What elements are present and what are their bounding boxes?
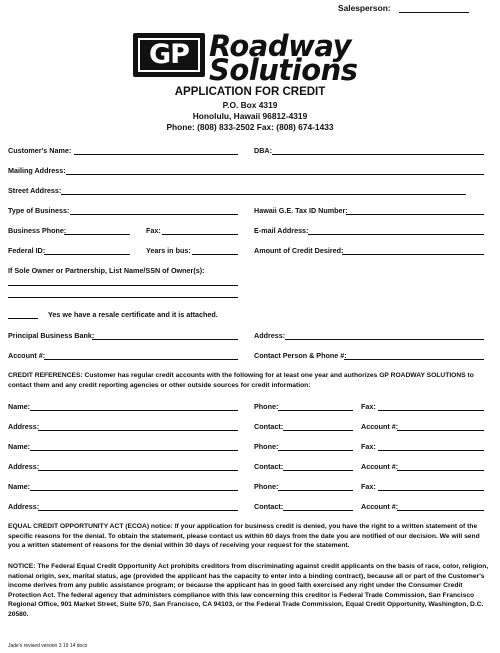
- street-address-field[interactable]: [61, 194, 466, 195]
- ref1-fax-field[interactable]: [378, 410, 484, 411]
- dba-label: DBA:: [254, 146, 272, 155]
- page-title: APPLICATION FOR CREDIT: [174, 86, 326, 98]
- federal-id-field[interactable]: [44, 254, 130, 255]
- ref3-fax-field[interactable]: [378, 490, 484, 491]
- ref3-account-field[interactable]: [397, 510, 484, 511]
- account-no-field[interactable]: [44, 359, 238, 360]
- salesperson-line[interactable]: [399, 12, 469, 13]
- owner-line-2[interactable]: [8, 297, 238, 298]
- amount-desired-field[interactable]: [342, 254, 484, 255]
- ref2-contact-field[interactable]: [283, 470, 353, 471]
- email-field[interactable]: [308, 234, 484, 235]
- ref1-name-label: Name:: [8, 402, 30, 411]
- customer-name-field[interactable]: [74, 154, 238, 155]
- mailing-address-field[interactable]: [66, 174, 484, 175]
- type-of-business-field[interactable]: [70, 214, 238, 215]
- bank-address-label: Address:: [254, 331, 286, 340]
- footer-version: Jade's revised version 3 19 14 docx: [8, 643, 88, 649]
- fax-label: Fax:: [146, 226, 161, 235]
- mailing-address-label: Mailing Address:: [8, 166, 66, 175]
- contact-person-field[interactable]: [344, 359, 484, 360]
- street-address-label: Street Address:: [8, 186, 62, 195]
- ref1-address-field[interactable]: [38, 430, 238, 431]
- city-line: Honolulu, Hawaii 96812-4319: [192, 111, 308, 121]
- federal-id-label: Federal ID:: [8, 246, 46, 255]
- logo-solutions: Solutions: [209, 53, 358, 87]
- ref2-phone-label: Phone:: [254, 442, 279, 451]
- customer-name-label: Customer's Name:: [8, 146, 72, 155]
- type-of-business-label: Type of Business:: [8, 206, 70, 215]
- ref1-address-label: Address:: [8, 422, 40, 431]
- owners-label: If Sole Owner or Partnership, List Name/SSN of Owner(s):: [8, 266, 205, 275]
- ref2-account-field[interactable]: [397, 470, 484, 471]
- tax-id-label: Hawaii G.E. Tax ID Number:: [254, 206, 348, 215]
- ref3-name-field[interactable]: [30, 490, 238, 491]
- business-phone-label: Business Phone:: [8, 226, 67, 235]
- ref1-contact-label: Contact:: [254, 422, 284, 431]
- ref1-account-field[interactable]: [397, 430, 484, 431]
- ref3-phone-field[interactable]: [278, 490, 353, 491]
- ref3-address-field[interactable]: [38, 510, 238, 511]
- ref1-fax-label: Fax:: [361, 402, 376, 411]
- ref1-phone-field[interactable]: [278, 410, 353, 411]
- logo-roadway: Roadway: [209, 29, 352, 63]
- ref3-name-label: Name:: [8, 482, 30, 491]
- ecoa-notice: EQUAL CREDIT OPPORTUNITY ACT (ECOA) notice: If your application for business credit is denied, you have the right to a written statement of the specific reasons for the denial. To obtain the statement, please contact us within 60 days from the date you are notified of our decision. We will send you a written statement of reasons for the denial within 30 days of receiving your request for the statement.: [8, 523, 480, 550]
- ref1-account-label: Account #:: [361, 422, 399, 431]
- ref2-fax-field[interactable]: [378, 450, 484, 451]
- resale-cert-check-line[interactable]: [8, 318, 38, 319]
- ref2-account-label: Account #:: [361, 462, 399, 471]
- federal-notice: NOTICE: The Federal Equal Credit Opportunity Act prohibits creditors from discriminating against credit applicants on the basis of race, color, religion, national origin, sex, marital status, age (provided the applicant has the capacity to enter into a binding contract), because all or part of the Customer's income derives from any public assistance program; or because the applicant has in good faith exercised any right under the Consumer Credit Protection Act. The federal agency that administers compliance with this law concerning this creditor is Federal Trade Commission, San Francisco Regional Office, 901 Market Street, Suite 570, San Francisco, CA 94103, or the Federal Trade Commission, Equal Credit Opportunity, Washington, D.C. 20580.: [8, 563, 489, 618]
- ref2-contact-label: Contact:: [254, 462, 284, 471]
- fax-field[interactable]: [162, 234, 238, 235]
- ref2-phone-field[interactable]: [278, 450, 353, 451]
- ref3-fax-label: Fax:: [361, 482, 376, 491]
- years-in-bus-label: Years in bus:: [146, 246, 191, 255]
- ref3-address-label: Address:: [8, 502, 40, 511]
- ref2-address-field[interactable]: [38, 470, 238, 471]
- ref2-name-label: Name:: [8, 442, 30, 451]
- resale-cert-label: Yes we have a resale certificate and it is attached.: [48, 310, 218, 319]
- ref3-contact-field[interactable]: [283, 510, 353, 511]
- salesperson-label: Salesperson:: [338, 3, 391, 13]
- ref3-phone-label: Phone:: [254, 482, 279, 491]
- ref2-name-field[interactable]: [30, 450, 238, 451]
- amount-desired-label: Amount of Credit Desired:: [254, 246, 344, 255]
- ref2-address-label: Address:: [8, 462, 40, 471]
- credit-references-text: CREDIT REFERENCES: Customer has regular credit accounts with the following for at least one year and authorizes GP ROADWAY SOLUTIONS to contact them and any credit reporting agencies or other outside sources for credit information:: [8, 372, 474, 389]
- principal-bank-label: Principal Business Bank:: [8, 331, 95, 340]
- po-box: P.O. Box 4319: [222, 100, 278, 110]
- ref1-contact-field[interactable]: [283, 430, 353, 431]
- bank-address-field[interactable]: [285, 339, 484, 340]
- ref3-contact-label: Contact:: [254, 502, 284, 511]
- principal-bank-field[interactable]: [92, 339, 238, 340]
- tax-id-field[interactable]: [346, 214, 484, 215]
- contact-person-label: Contact Person & Phone #:: [254, 351, 347, 360]
- email-label: E-mail Address:: [254, 226, 309, 235]
- ref1-name-field[interactable]: [30, 410, 238, 411]
- phone-fax-line: Phone: (808) 833-2502 Fax: (808) 674-1433: [166, 122, 334, 132]
- dba-field[interactable]: [272, 154, 484, 155]
- gp-logo-text: GP: [138, 38, 200, 72]
- owner-line-1[interactable]: [8, 285, 238, 286]
- years-in-bus-field[interactable]: [192, 254, 238, 255]
- account-no-label: Account #:: [8, 351, 46, 360]
- ref1-phone-label: Phone:: [254, 402, 279, 411]
- business-phone-field[interactable]: [64, 234, 130, 235]
- ref3-account-label: Account #:: [361, 502, 399, 511]
- gp-logo-mark: [133, 33, 205, 77]
- ref2-fax-label: Fax:: [361, 442, 376, 451]
